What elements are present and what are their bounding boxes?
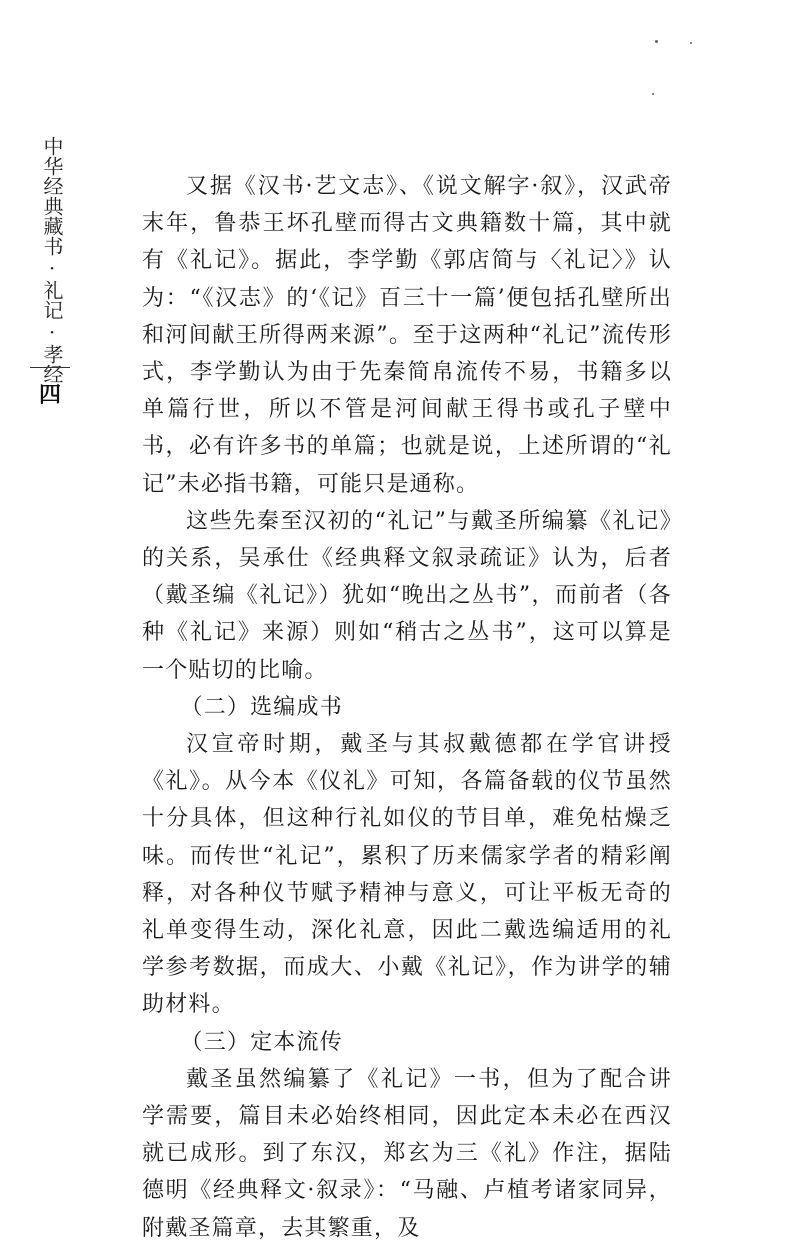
body-text — [142, 168, 672, 1247]
running-head-rule — [30, 367, 70, 368]
paragraph-3: 汉宣帝时期，戴圣与其叔戴德都在学官讲授《礼》。从今本《仪礼》可知，各篇备载的仪节虽然十分具体，但这种行礼如仪的节目单，难免枯燥乏味。而传世“礼记”，累积了历来儒家学者的精彩阐释，对各种仪节赋予精神与意义，可让平板无奇的礼单变得生动，深化礼意，因此二戴选编适用的礼学参考数据，而成大、小戴《礼记》，作为讲学的辅助材料。 — [142, 732, 672, 1018]
paragraph-4: 戴圣虽然编纂了《礼记》一书，但为了配合讲学需要，篇目未必始终相同，因此定本未必在西汉就已成形。到了东汉，郑玄为三《礼》作注，据陆德明《经典释文·叙录》：“马融、卢植考诸家同异，附戴圣篇章，去其繁重，及 — [142, 1066, 672, 1241]
section-heading-3: （三）定本流传 — [180, 1029, 343, 1055]
scan-speck — [655, 40, 658, 43]
scan-speck — [690, 42, 692, 44]
scan-speck — [652, 93, 654, 95]
running-head: 中华经典藏书·礼记·孝经 — [40, 136, 64, 384]
paragraph-2: 这些先秦至汉初的“礼记”与戴圣所编纂《礼记》的关系，吴承仕《经典释文叙录疏证》认为，后者（戴圣编《礼记》）犹如“晚出之丛书”，而前者（各种《礼记》来源）则如“稍古之丛书”，这可以算是一个贴切的比喻。 — [142, 508, 672, 683]
page-number: 四 — [38, 382, 61, 408]
section-heading-2: （二）选编成书 — [180, 694, 343, 720]
paragraph-1: 又据《汉书·艺文志》、《说文解字·叙》，汉武帝末年，鲁恭王坏孔壁而得古文典籍数十篇，其中就有《礼记》。据此，李学勤《郭店简与〈礼记〉》认为：“《汉志》的‘《记》百三十一篇’便包括孔壁所出和河间献王所得两来源”。至于这两种“礼记”流传形式，李学勤认为由于先秦简帛流传不易，书籍多以单篇行世，所以不管是河间献王得书或孔子壁中书，必有许多书的单篇；也就是说，上述所谓的“礼记”未必指书籍，可能只是通称。 — [142, 174, 672, 497]
